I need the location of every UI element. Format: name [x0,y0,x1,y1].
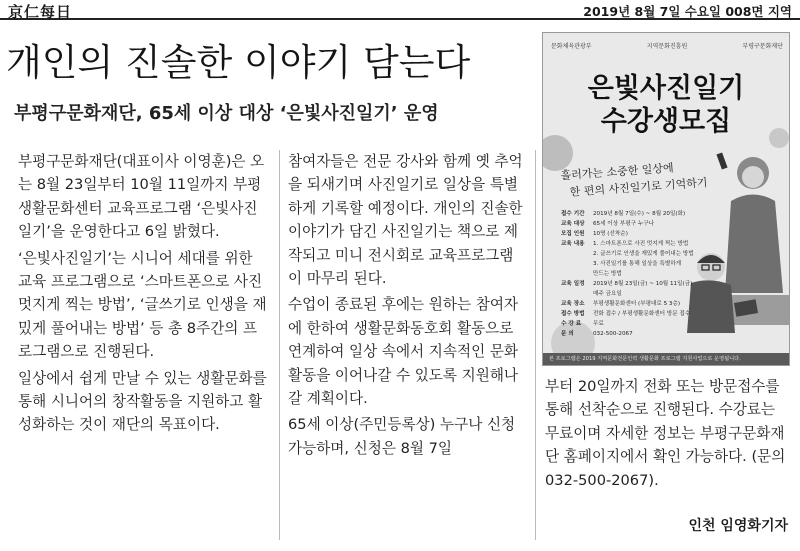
info-row: 수 강 료 무료 [561,321,604,327]
paragraph: 일상에서 쉽게 만날 수 있는 생활문화를 통해 시니어의 창작활동을 지원하고 활성화하는 것이 재단의 목표이다. [18,369,267,434]
article-column-2 [288,150,526,463]
poster-info-table [561,209,701,339]
paragraph: 부터 20일까지 전화 또는 방문접수를 통해 선착순으로 진행된다. 수강료는 무료이며 자세한 정보는 부평구문화재단 홈페이지에서 확인 가능하다. (문의 032-500-2067). [545,378,786,489]
tagline-line: 흘러가는 소중한 일상에 [560,161,675,183]
info-row: 만드는 방법 [593,271,622,277]
info-row: 2. 글쓰기로 인생을 재밌게 풀어내는 방법 [593,251,694,257]
poster-subtitle: 수강생모집 [600,106,732,137]
info-row: 교육 대상 65세 이상 부평구 누구나 [561,221,655,227]
event-poster [542,32,790,366]
paragraph: 수업이 종료된 후에는 원하는 참여자에 한하여 생활문화동호회 활동으로 연계하여 일상 속에서 지속적인 문화 활동을 이어나갈 수 있도록 지원해나갈 계획이다. [288,296,519,408]
paragraph: ‘은빛사진일기’는 시니어 세대를 위한 교육 프로그램으로 ‘스마트폰으로 사진 멋지게 찍는 방법’, ‘글쓰기로 인생을 재밌게 풀어내는 방법’ 등 총 8주간의 프로그램으로 진행된다. [18,249,267,361]
newspaper-logo: 京仁每日 [8,3,73,21]
reporter-byline: 인천 임영화기자 [688,518,788,534]
organizer-label: 문화체육관광부 [551,43,592,50]
organizer-label: 부평구문화재단 [742,43,783,50]
info-row: 매주 금요일 [593,291,622,297]
info-row: 문 의 032-500-2067 [561,331,633,337]
article-column-1 [18,150,270,440]
column-divider [535,150,536,540]
info-row: 3. 사진일기를 통해 일상을 특별하게 [593,261,682,267]
poster-footer: 본 프로그램은 2019 지역문화전문인력 생활문화 프로그램 지원사업으로 운영됩니다. [543,353,789,365]
info-row: 모집 인원 10명 (선착순) [561,231,628,237]
article-headline: 개인의 진솔한 이야기 담는다 [6,41,471,84]
column-divider [279,150,280,540]
info-row: 교육 내용 1. 스마트폰으로 사진 멋지게 찍는 방법 [561,241,689,247]
info-row: 접수 기간 2019년 8월 7일(수) ~ 8월 20일(화) [561,211,686,217]
article-subhead: 부평구문화재단, 65세 이상 대상 ‘은빛사진일기’ 운영 [14,103,439,124]
info-row: 접수 방법 전화 접수 / 부평생활문화센터 방문 접수 [561,311,691,317]
paragraph: 참여자들은 전문 강사와 함께 옛 추억을 되새기며 사진일기로 일상을 특별하게 기록할 예정이다. 개인의 진솔한 이야기가 담긴 사진일기는 책으로 제작되고 미니 전시회로 교육프로그램이 마무리 된다. [288,153,523,288]
organizer-label: 지역문화진흥원 [646,43,688,50]
tagline-line: 한 편의 사진일기로 기억하기 [569,176,708,199]
paragraph: 부평구문화재단(대표이사 이영훈)은 오는 8월 23일부터 10월 11일까지 부평생활문화센터 교육프로그램 ‘은빛사진일기’을 운영한다고 6일 밝혔다. [18,153,265,241]
paragraph: 65세 이상(주민등록상) 누구나 신청 가능하며, 신청은 8월 7일 [288,416,516,457]
article-column-3 [545,375,790,495]
masthead [0,0,800,20]
poster-title: 은빛사진일기 [587,73,745,104]
poster-organizers [551,41,783,50]
dateline: 2019년 8월 7일 수요일 008면 지역 [583,4,792,19]
info-row: 교육 일정 2019년 8월 23일(금) ~ 10월 11일(금) [561,281,693,287]
info-row: 교육 장소 부평생활문화센터 (부평대로 5 3층) [561,301,681,307]
